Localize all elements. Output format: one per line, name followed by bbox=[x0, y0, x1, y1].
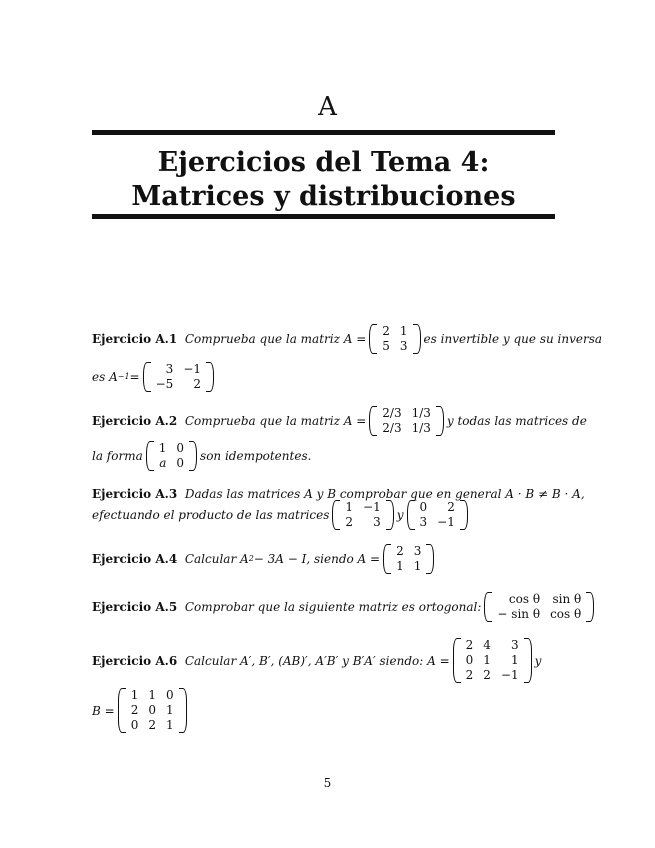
chapter-letter: A bbox=[318, 92, 337, 122]
right-paren bbox=[189, 441, 197, 471]
exercise-label: Ejercicio A.5 bbox=[92, 600, 178, 614]
exercise-text: − 3A − I, siendo A = bbox=[253, 552, 381, 566]
matrix-cell: 2/3 bbox=[382, 421, 402, 435]
matrix bbox=[369, 324, 420, 354]
matrix-cell: 1 bbox=[413, 559, 422, 573]
matrix bbox=[332, 500, 393, 530]
matrix-cell: 0 bbox=[176, 456, 185, 470]
matrix-cell: 2 bbox=[345, 515, 354, 529]
chapter-title: Ejercicios del Tema 4: Matrices y distribuciones bbox=[131, 147, 516, 212]
matrix-table bbox=[340, 500, 385, 530]
superscript: −1 bbox=[117, 372, 130, 381]
matrix-table bbox=[377, 406, 436, 436]
matrix-table bbox=[461, 638, 524, 683]
matrix-table bbox=[126, 688, 179, 733]
matrix-cell: 2 bbox=[396, 544, 404, 558]
matrix bbox=[484, 592, 594, 622]
matrix-row bbox=[340, 500, 385, 515]
rule-top bbox=[92, 130, 555, 135]
left-paren bbox=[369, 406, 377, 436]
matrix-row bbox=[415, 515, 460, 530]
matrix-cell: 2 bbox=[465, 668, 474, 682]
matrix-cell: 3 bbox=[399, 339, 408, 353]
right-paren bbox=[524, 638, 532, 683]
left-paren bbox=[143, 362, 151, 392]
matrix-cell: 1 bbox=[130, 688, 139, 702]
matrix-cell: 1 bbox=[399, 324, 408, 338]
matrix-table bbox=[154, 441, 189, 471]
matrix-row bbox=[126, 703, 179, 718]
matrix-cell: 3 bbox=[419, 515, 428, 529]
matrix-cell: 2 bbox=[382, 324, 390, 338]
matrix-cell: 2/3 bbox=[382, 406, 402, 420]
left-paren bbox=[369, 324, 377, 354]
matrix-row bbox=[340, 515, 385, 530]
exercise-text: B = bbox=[92, 703, 115, 718]
matrix-cell: 0 bbox=[130, 718, 139, 732]
left-paren bbox=[383, 544, 391, 574]
exercise-text: Calcular A′, B′, (AB)′, A′B′ y B′A′ siendo: A = bbox=[184, 653, 450, 668]
matrix-row bbox=[492, 592, 586, 607]
matrix-row bbox=[126, 688, 179, 703]
matrix-cell: 1 bbox=[165, 718, 174, 732]
matrix-row bbox=[461, 653, 524, 668]
matrix-cell: 5 bbox=[382, 339, 390, 353]
rule-bottom bbox=[92, 214, 555, 219]
matrix-cell: 1 bbox=[148, 688, 156, 702]
exercise-text: Dadas las matrices A y B comprobar que en general A · B ≠ B · A, bbox=[184, 487, 585, 501]
matrix-cell: 0 bbox=[419, 500, 428, 514]
matrix-row bbox=[391, 544, 426, 559]
exercise-text: = bbox=[129, 370, 140, 384]
exercise-text: efectuando el producto de las matrices bbox=[92, 508, 330, 522]
matrix-cell: 2 bbox=[130, 703, 139, 717]
exercise-text: la forma bbox=[92, 449, 143, 463]
matrix-table bbox=[377, 324, 412, 354]
exercise-text: y bbox=[534, 653, 542, 668]
matrix-cell: 3 bbox=[373, 515, 381, 529]
right-paren bbox=[206, 362, 214, 392]
matrix-row bbox=[377, 339, 412, 354]
exercise-text: son idempotentes. bbox=[200, 449, 312, 463]
matrix-cell: 2 bbox=[465, 638, 474, 652]
right-paren bbox=[426, 544, 434, 574]
left-paren bbox=[146, 441, 154, 471]
matrix-cell: 1 bbox=[510, 653, 519, 667]
matrix bbox=[369, 406, 444, 436]
exercise-text: Comprueba que la matriz A = bbox=[184, 332, 367, 346]
matrix-cell: 2 bbox=[447, 500, 455, 514]
left-paren bbox=[484, 592, 492, 622]
matrix-cell: 3 bbox=[413, 544, 422, 558]
matrix-cell: a bbox=[159, 456, 167, 470]
exercise-text: Calcular A bbox=[184, 552, 249, 566]
matrix-row bbox=[377, 324, 412, 339]
matrix-cell: 4 bbox=[483, 638, 491, 652]
right-paren bbox=[179, 688, 187, 733]
exercise-text: Comprobar que la siguiente matriz es ortogonal: bbox=[184, 600, 482, 614]
matrix-table bbox=[415, 500, 460, 530]
matrix-row bbox=[377, 406, 436, 421]
matrix-table bbox=[151, 362, 206, 392]
matrix-cell: 3 bbox=[165, 362, 174, 376]
matrix-cell: 1/3 bbox=[411, 421, 431, 435]
matrix-cell: 2 bbox=[483, 668, 491, 682]
matrix-row bbox=[492, 607, 586, 622]
exercise-label: Ejercicio A.3 bbox=[92, 487, 178, 501]
exercise-label: Ejercicio A.1 bbox=[92, 332, 178, 346]
matrix-row bbox=[126, 718, 179, 733]
matrix-cell: −1 bbox=[437, 515, 455, 529]
exercise-text: es invertible y que su inversa bbox=[423, 332, 603, 346]
left-paren bbox=[407, 500, 415, 530]
exercise-label: Ejercicio A.2 bbox=[92, 414, 178, 428]
matrix-row bbox=[415, 500, 460, 515]
matrix-cell: −1 bbox=[363, 500, 381, 514]
matrix-cell: 2 bbox=[193, 377, 202, 391]
superscript: 2 bbox=[248, 554, 254, 563]
matrix-table bbox=[391, 544, 426, 574]
right-paren bbox=[460, 500, 468, 530]
matrix-row bbox=[154, 441, 189, 456]
right-paren bbox=[413, 324, 421, 354]
right-paren bbox=[586, 592, 594, 622]
matrix-row bbox=[461, 668, 524, 683]
matrix bbox=[143, 362, 214, 392]
matrix-cell: − sin θ bbox=[497, 607, 541, 621]
left-paren bbox=[118, 688, 126, 733]
page-number: 5 bbox=[323, 776, 332, 790]
exercise-text: es A bbox=[92, 370, 118, 384]
matrix-cell: cos θ bbox=[550, 607, 582, 621]
matrix-cell: cos θ bbox=[508, 592, 541, 606]
exercise-label: Ejercicio A.4 bbox=[92, 552, 178, 566]
matrix-cell: −5 bbox=[155, 377, 174, 391]
matrix-cell: 1 bbox=[483, 653, 491, 667]
matrix-cell: 1/3 bbox=[411, 406, 431, 420]
matrix-cell: 2 bbox=[148, 718, 156, 732]
matrix-cell: −1 bbox=[500, 668, 519, 682]
matrix bbox=[407, 500, 468, 530]
matrix-cell: 0 bbox=[165, 688, 174, 702]
matrix-row bbox=[377, 421, 436, 436]
exercise-label: Ejercicio A.6 bbox=[92, 653, 178, 668]
matrix-cell: −1 bbox=[183, 362, 202, 376]
matrix-cell: 1 bbox=[396, 559, 404, 573]
right-paren bbox=[386, 500, 394, 530]
matrix-cell: sin θ bbox=[552, 592, 582, 606]
matrix bbox=[453, 638, 532, 683]
matrix-row bbox=[391, 559, 426, 574]
exercise-text: y bbox=[396, 508, 404, 522]
matrix-row bbox=[151, 377, 206, 392]
matrix-table bbox=[492, 592, 586, 622]
exercise-text: Comprueba que la matriz A = bbox=[184, 414, 367, 428]
left-paren bbox=[332, 500, 340, 530]
matrix-cell: 0 bbox=[148, 703, 156, 717]
right-paren bbox=[436, 406, 444, 436]
matrix-cell: 0 bbox=[465, 653, 474, 667]
matrix-cell: 0 bbox=[176, 441, 185, 455]
matrix bbox=[146, 441, 197, 471]
matrix-row bbox=[154, 456, 189, 471]
matrix-row bbox=[151, 362, 206, 377]
matrix-cell: 1 bbox=[165, 703, 174, 717]
matrix-row bbox=[461, 638, 524, 653]
left-paren bbox=[453, 638, 461, 683]
matrix-cell: 1 bbox=[345, 500, 354, 514]
matrix bbox=[383, 544, 434, 574]
matrix-cell: 1 bbox=[158, 441, 167, 455]
exercise-text: y todas las matrices de bbox=[446, 414, 587, 428]
matrix bbox=[118, 688, 187, 733]
matrix-cell: 3 bbox=[510, 638, 519, 652]
